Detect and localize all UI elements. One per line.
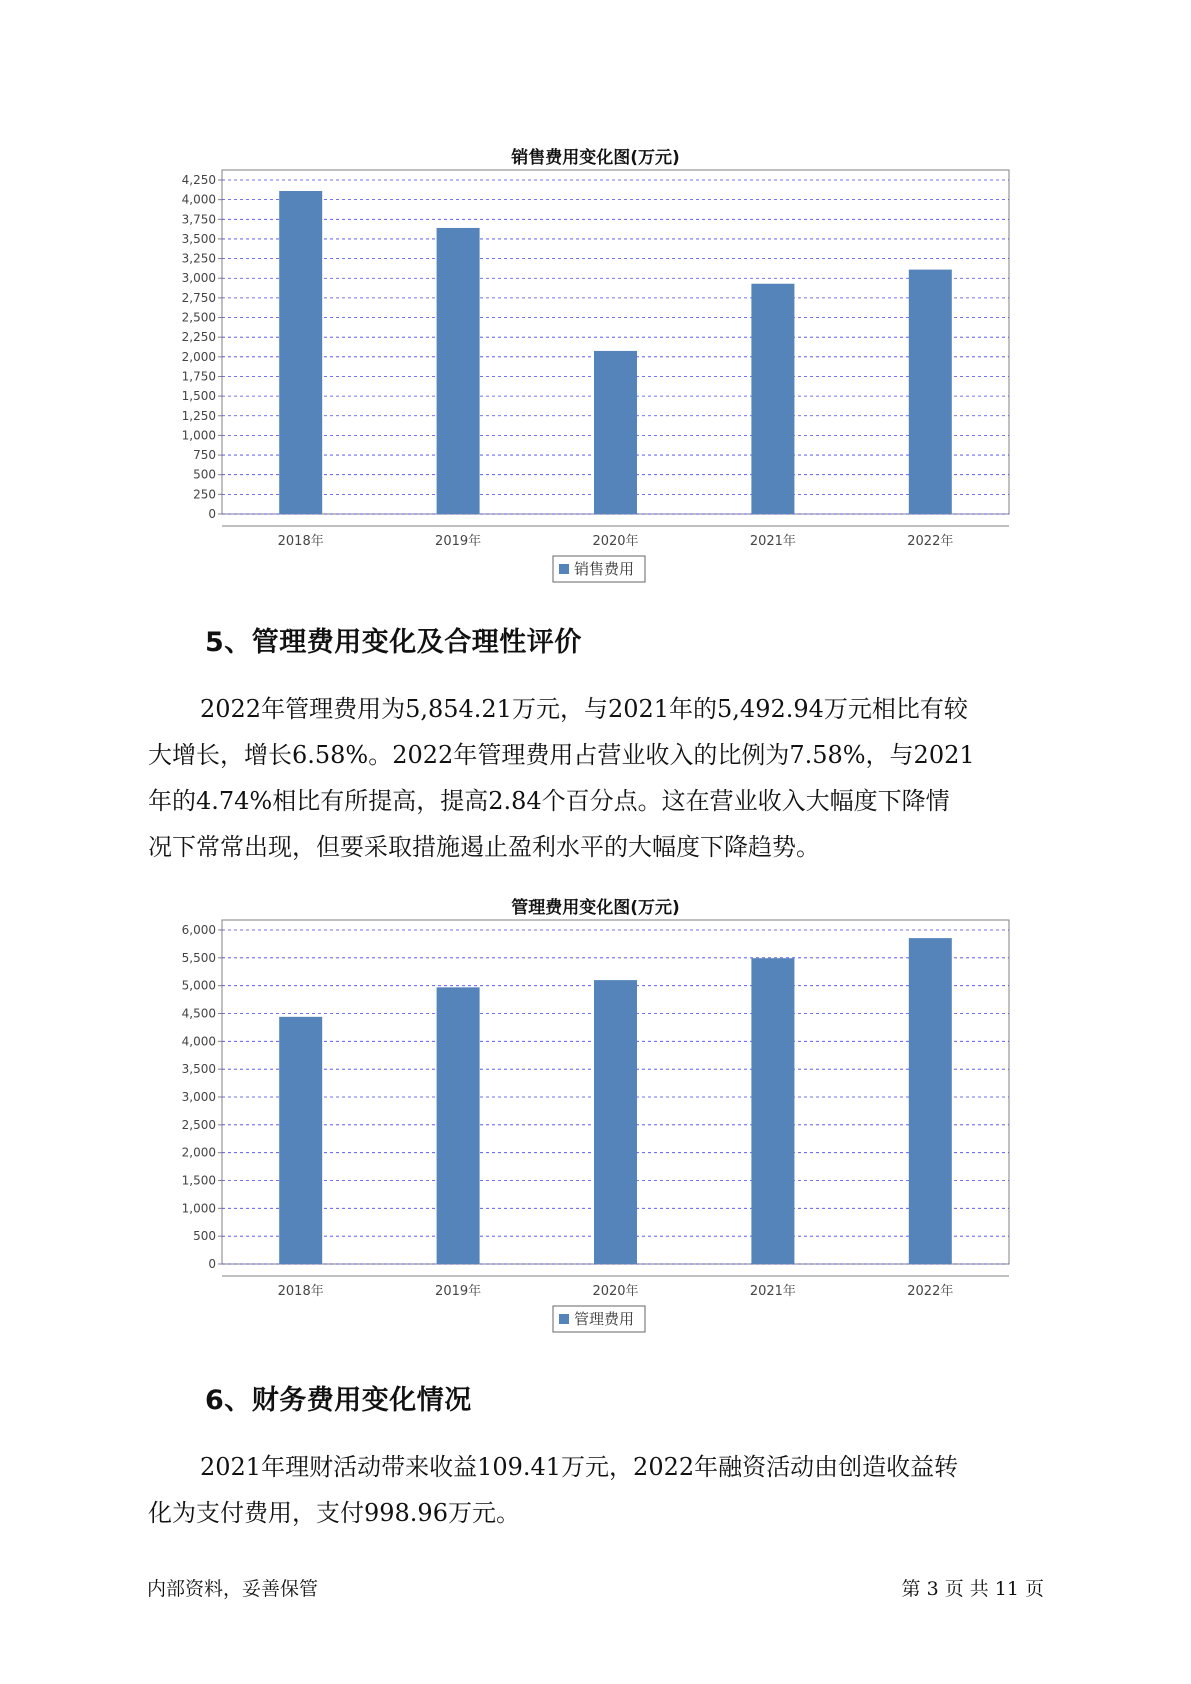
y-tick-label: 3,250 bbox=[181, 251, 216, 266]
y-tick-label: 5,000 bbox=[181, 978, 216, 993]
paragraph-line: 大增长，增长6.58%。2022年管理费用占营业收入的比例为7.58%，与2021 bbox=[148, 741, 975, 769]
x-tick-label: 2022年 bbox=[907, 534, 954, 549]
y-tick-label: 500 bbox=[193, 1229, 216, 1244]
bar bbox=[909, 938, 952, 1264]
bar bbox=[594, 980, 637, 1264]
y-tick-label: 2,750 bbox=[181, 290, 216, 305]
legend-label: 销售费用 bbox=[574, 560, 635, 578]
x-tick-label: 2019年 bbox=[435, 534, 482, 549]
paragraph-line: 2021年理财活动带来收益109.41万元，2022年融资活动由创造收益转 bbox=[200, 1453, 959, 1481]
x-tick-label: 2021年 bbox=[749, 1284, 796, 1299]
section-6-heading: 6、财务费用变化情况 bbox=[205, 1385, 472, 1416]
y-tick-label: 0 bbox=[208, 507, 216, 521]
bar bbox=[751, 958, 794, 1264]
x-tick-label: 2018年 bbox=[277, 534, 324, 549]
bar bbox=[909, 270, 952, 514]
y-tick-label: 2,000 bbox=[181, 349, 216, 364]
x-tick-label: 2018年 bbox=[277, 1284, 324, 1299]
y-tick-label: 2,250 bbox=[181, 330, 216, 345]
y-tick-label: 1,500 bbox=[181, 1173, 216, 1188]
y-tick-label: 0 bbox=[208, 1257, 216, 1271]
y-tick-label: 5,500 bbox=[181, 950, 216, 965]
section-6-paragraph bbox=[148, 1444, 1048, 1536]
y-tick-label: 250 bbox=[193, 487, 216, 502]
sales-expense-chart bbox=[0, 168, 1191, 588]
y-tick-label: 1,000 bbox=[181, 1201, 216, 1216]
y-tick-label: 4,250 bbox=[181, 173, 216, 187]
chart-title-sales-expense: 销售费用变化图(万元) bbox=[511, 148, 680, 168]
legend-swatch bbox=[559, 564, 569, 574]
bar bbox=[437, 987, 480, 1264]
footer-page-number: 第 3 页 共 11 页 bbox=[901, 1578, 1044, 1600]
y-tick-label: 3,000 bbox=[181, 1090, 216, 1104]
admin-expense-chart bbox=[0, 918, 1191, 1338]
y-tick-label: 4,500 bbox=[181, 1006, 216, 1021]
x-tick-label: 2022年 bbox=[907, 1284, 954, 1299]
x-tick-label: 2020年 bbox=[592, 534, 639, 549]
y-tick-label: 2,500 bbox=[181, 310, 216, 325]
paragraph-line: 2022年管理费用为5,854.21万元，与2021年的5,492.94万元相比有较 bbox=[200, 695, 968, 723]
y-tick-label: 6,000 bbox=[181, 923, 216, 937]
y-tick-label: 2,500 bbox=[181, 1117, 216, 1132]
y-tick-label: 2,000 bbox=[181, 1145, 216, 1160]
y-tick-label: 750 bbox=[193, 448, 216, 463]
bar bbox=[594, 351, 637, 514]
paragraph-line: 化为支付费用，支付998.96万元。 bbox=[148, 1499, 520, 1527]
y-tick-label: 1,000 bbox=[181, 428, 216, 443]
y-tick-label: 1,750 bbox=[181, 369, 216, 384]
y-tick-label: 4,000 bbox=[181, 192, 216, 207]
x-tick-label: 2021年 bbox=[749, 534, 796, 549]
legend-swatch bbox=[559, 1314, 569, 1324]
section-5-paragraph bbox=[148, 686, 1048, 870]
bar bbox=[279, 1017, 322, 1264]
y-tick-label: 4,000 bbox=[181, 1034, 216, 1049]
bar bbox=[279, 191, 322, 514]
y-tick-label: 1,500 bbox=[181, 389, 216, 404]
paragraph-line: 年的4.74%相比有所提高，提高2.84个百分点。这在营业收入大幅度下降情 bbox=[148, 787, 950, 815]
y-tick-label: 3,500 bbox=[181, 231, 216, 246]
y-tick-label: 3,500 bbox=[181, 1062, 216, 1077]
y-tick-label: 500 bbox=[193, 467, 216, 482]
x-tick-label: 2020年 bbox=[592, 1284, 639, 1299]
y-tick-label: 3,750 bbox=[181, 212, 216, 227]
footer-confidential-note: 内部资料，妥善保管 bbox=[147, 1578, 319, 1600]
bar bbox=[751, 284, 794, 514]
legend-label: 管理费用 bbox=[574, 1310, 635, 1328]
chart-title-admin-expense: 管理费用变化图(万元) bbox=[511, 898, 680, 918]
bar bbox=[437, 228, 480, 514]
y-tick-label: 3,000 bbox=[181, 271, 216, 286]
y-tick-label: 1,250 bbox=[181, 408, 216, 423]
paragraph-line: 况下常常出现，但要采取措施遏止盈利水平的大幅度下降趋势。 bbox=[148, 833, 820, 861]
section-5-heading: 5、管理费用变化及合理性评价 bbox=[205, 627, 582, 658]
x-tick-label: 2019年 bbox=[435, 1284, 482, 1299]
